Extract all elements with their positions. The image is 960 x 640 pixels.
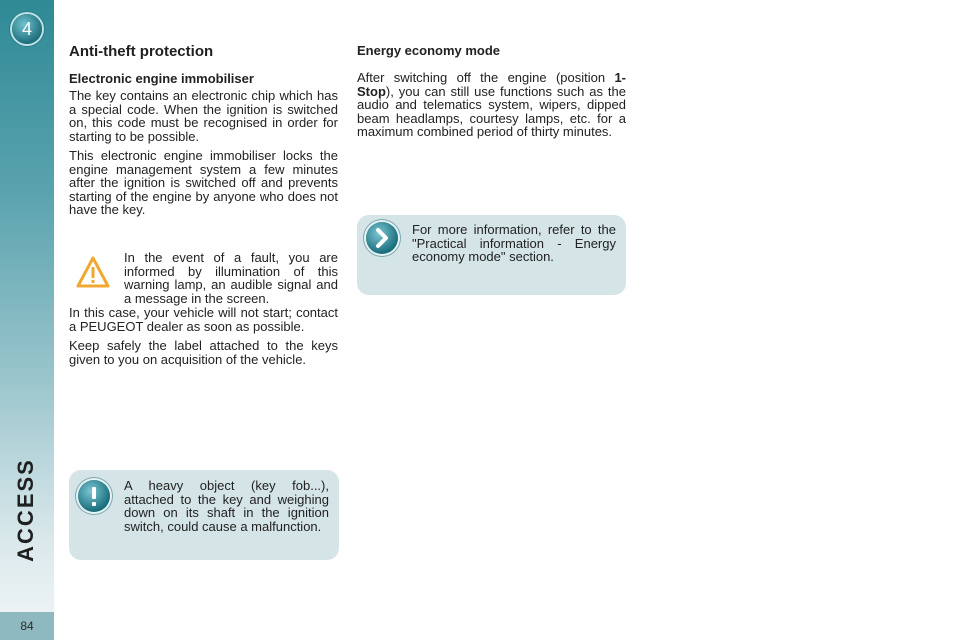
immobiliser-text-block bbox=[69, 89, 338, 223]
paragraph-part: After switching off the engine (position bbox=[357, 70, 615, 85]
subsection-title-immobiliser: Electronic engine immobiliser bbox=[69, 71, 254, 86]
energy-economy-text-block bbox=[357, 71, 626, 145]
exclamation-icon bbox=[78, 480, 110, 512]
section-title-energy-economy: Energy economy mode bbox=[357, 43, 501, 58]
paragraph: The key contains an electronic chip which has a special code. When the ignition is switched on, this code must be recognised in order for starting to be possible. bbox=[69, 88, 338, 144]
chapter-number: 4 bbox=[21, 19, 32, 39]
caution-note-text: A heavy object (key fob...), attached to the key and weighing down on its shaft in the ignition switch, could cause a malfunction. bbox=[124, 478, 329, 534]
info-note-box bbox=[357, 215, 626, 295]
fault-text-block bbox=[69, 306, 338, 372]
caution-note-box bbox=[69, 470, 339, 560]
paragraph-part: ), you can still use functions such as the audio and telematics system, wipers, dipped beam headlamps, courtesy lamps, etc. for a maximum combined period of thirty minutes. bbox=[357, 83, 626, 139]
caution-note-text-block bbox=[124, 479, 329, 539]
chapter-sidebar bbox=[0, 0, 54, 640]
section-title-anti-theft: Anti-theft protection bbox=[69, 43, 214, 60]
chapter-badge bbox=[12, 14, 42, 44]
paragraph: In this case, your vehicle will not start; contact a PEUGEOT dealer as soon as possible. bbox=[69, 305, 338, 334]
warning-triangle-icon bbox=[76, 255, 110, 289]
warning-text: In the event of a fault, you are informed by illumination of this warning lamp, an audible signal and a message in the screen. bbox=[124, 250, 338, 306]
info-note-text: For more information, refer to the "Practical information - Energy economy mode" section. bbox=[412, 222, 616, 264]
warning-text-block bbox=[124, 251, 338, 311]
chapter-label-text: ACCESS bbox=[13, 458, 38, 562]
info-note-text-block bbox=[412, 223, 616, 270]
energy-economy-paragraph bbox=[357, 71, 626, 139]
paragraph: This electronic engine immobiliser locks the engine management system a few minutes after the ignition is switched off and prevents starting of the engine by anyone who does not have the key. bbox=[69, 148, 338, 217]
chevron-right-icon bbox=[366, 222, 398, 254]
page-number: 84 bbox=[0, 612, 54, 640]
chapter-label bbox=[6, 430, 46, 590]
paragraph: Keep safely the label attached to the keys given to you on acquisition of the vehicle. bbox=[69, 338, 338, 367]
position-label: 1-Stop bbox=[357, 70, 626, 99]
